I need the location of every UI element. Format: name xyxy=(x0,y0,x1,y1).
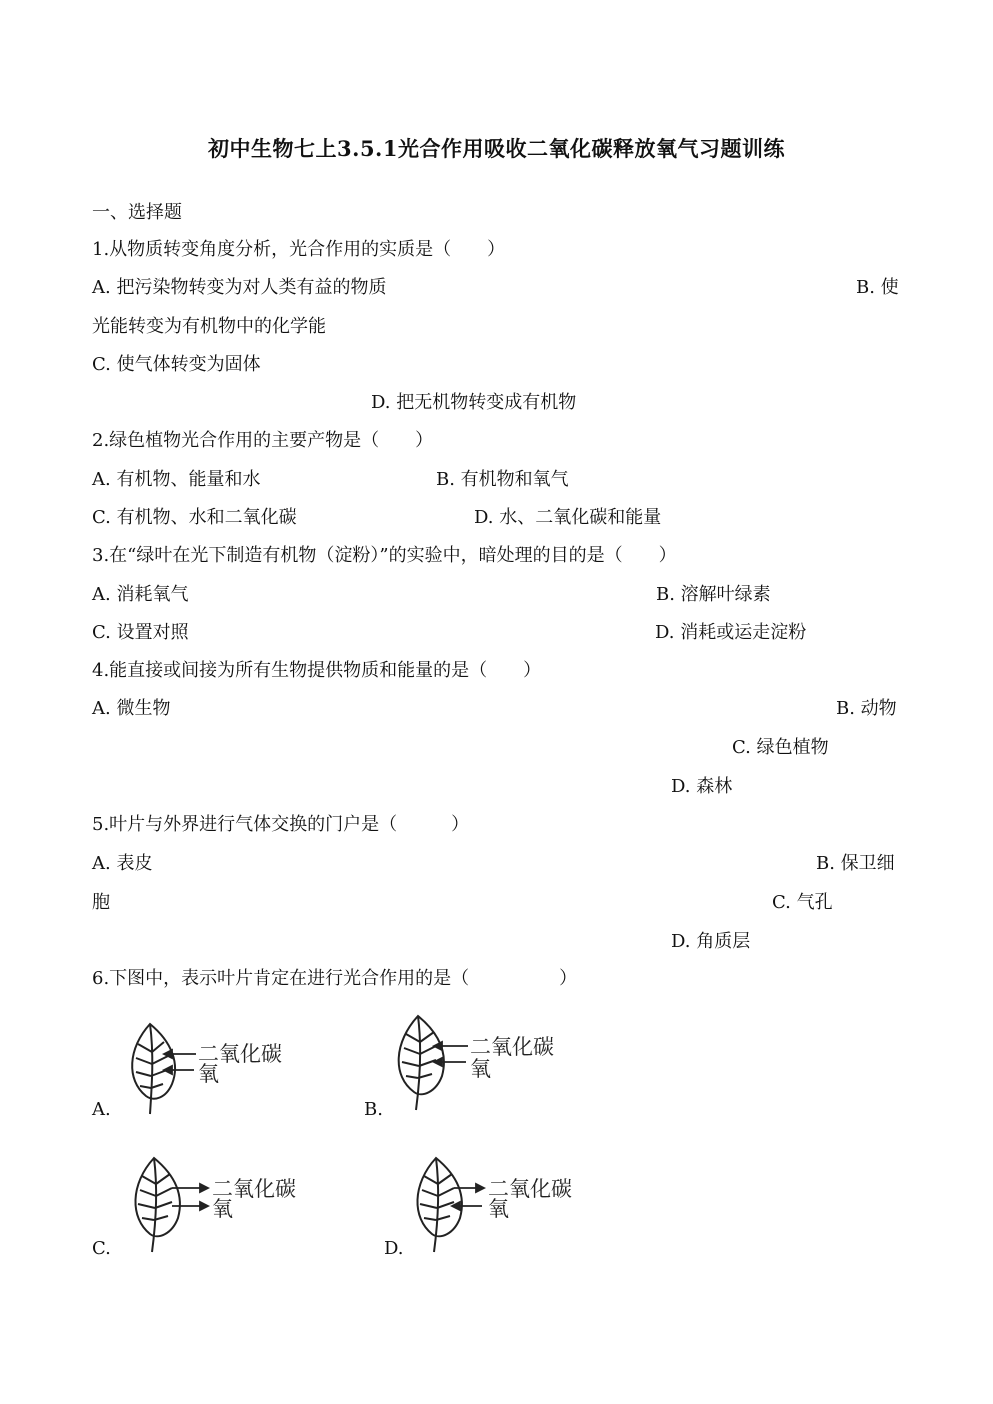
arrow-o2-inward xyxy=(164,1066,194,1074)
q5-option-a: A. 表皮 xyxy=(92,853,153,874)
q4-option-a: A. 微生物 xyxy=(92,698,171,719)
q5-option-b-continued: 胞 xyxy=(92,892,110,913)
q5-option-d: D. 角质层 xyxy=(671,931,751,952)
q3-option-d: D. 消耗或运走淀粉 xyxy=(655,622,807,643)
q2-option-d: D. 水、二氧化碳和能量 xyxy=(474,507,662,528)
q4-stem: 4.能直接或间接为所有生物提供物质和能量的是（ ） xyxy=(92,660,542,681)
q2-option-b: B. 有机物和氧气 xyxy=(436,469,569,490)
q3-option-c: C. 设置对照 xyxy=(92,622,189,643)
q1-option-b-continued: 光能转变为有机物中的化学能 xyxy=(92,316,326,337)
leaf-figure-a xyxy=(120,1018,300,1118)
gas-label-co2: 二氧化碳 xyxy=(470,1035,554,1059)
gas-label-co2: 二氧化碳 xyxy=(488,1177,572,1201)
q4-option-b: B. 动物 xyxy=(836,698,897,719)
q5-stem: 5.叶片与外界进行气体交换的门户是（ ） xyxy=(92,814,470,835)
gas-label-o2: 氧 xyxy=(470,1057,491,1081)
q1-option-b: B. 使 xyxy=(856,277,899,298)
arrow-co2-inward xyxy=(434,1042,468,1050)
gas-label-o2: 氧 xyxy=(198,1062,219,1086)
q6-stem: 6.下图中，表示叶片肯定在进行光合作用的是（ ） xyxy=(92,968,578,989)
page-title: 初中生物七上3.5.1光合作用吸收二氧化碳释放氧气习题训练 xyxy=(208,136,785,161)
q2-stem: 2.绿色植物光合作用的主要产物是（ ） xyxy=(92,430,434,451)
arrow-o2-inward xyxy=(434,1058,466,1066)
q3-option-a: A. 消耗氧气 xyxy=(92,584,189,605)
gas-label-o2: 氧 xyxy=(488,1197,509,1221)
q6-option-d: D. xyxy=(384,1238,404,1259)
q1-option-c: C. 使气体转变为固体 xyxy=(92,354,261,375)
q1-option-d: D. 把无机物转变成有机物 xyxy=(371,392,577,413)
q4-option-d: D. 森林 xyxy=(671,776,733,797)
leaf-figure-c xyxy=(126,1154,316,1254)
q6-option-b: B. xyxy=(364,1099,383,1120)
q3-stem: 3.在“绿叶在光下制造有机物（淀粉）”的实验中，暗处理的目的是（ ） xyxy=(92,545,677,566)
gas-label-co2: 二氧化碳 xyxy=(212,1177,296,1201)
q6-option-c: C. xyxy=(92,1238,111,1259)
q6-option-a: A. xyxy=(92,1099,111,1120)
q2-option-a: A. 有机物、能量和水 xyxy=(92,469,261,490)
q5-option-c: C. 气孔 xyxy=(772,892,833,913)
leaf-figure-b xyxy=(386,1012,576,1112)
arrow-co2-inward xyxy=(164,1050,196,1058)
gas-label-o2: 氧 xyxy=(212,1197,233,1221)
leaf-icon xyxy=(135,1158,179,1252)
q2-option-c: C. 有机物、水和二氧化碳 xyxy=(92,507,297,528)
q1-option-a: A. 把污染物转变为对人类有益的物质 xyxy=(92,277,387,298)
section-heading: 一、选择题 xyxy=(92,202,182,223)
q1-stem: 1.从物质转变角度分析，光合作用的实质是（ ） xyxy=(92,239,506,260)
leaf-figure-d xyxy=(408,1154,588,1254)
arrow-o2-outward xyxy=(172,1202,208,1210)
gas-label-co2: 二氧化碳 xyxy=(198,1042,282,1066)
q5-option-b: B. 保卫细 xyxy=(816,853,895,874)
q4-option-c: C. 绿色植物 xyxy=(732,737,829,758)
arrow-o2-inward xyxy=(452,1202,482,1210)
q3-option-b: B. 溶解叶绿素 xyxy=(656,584,771,605)
